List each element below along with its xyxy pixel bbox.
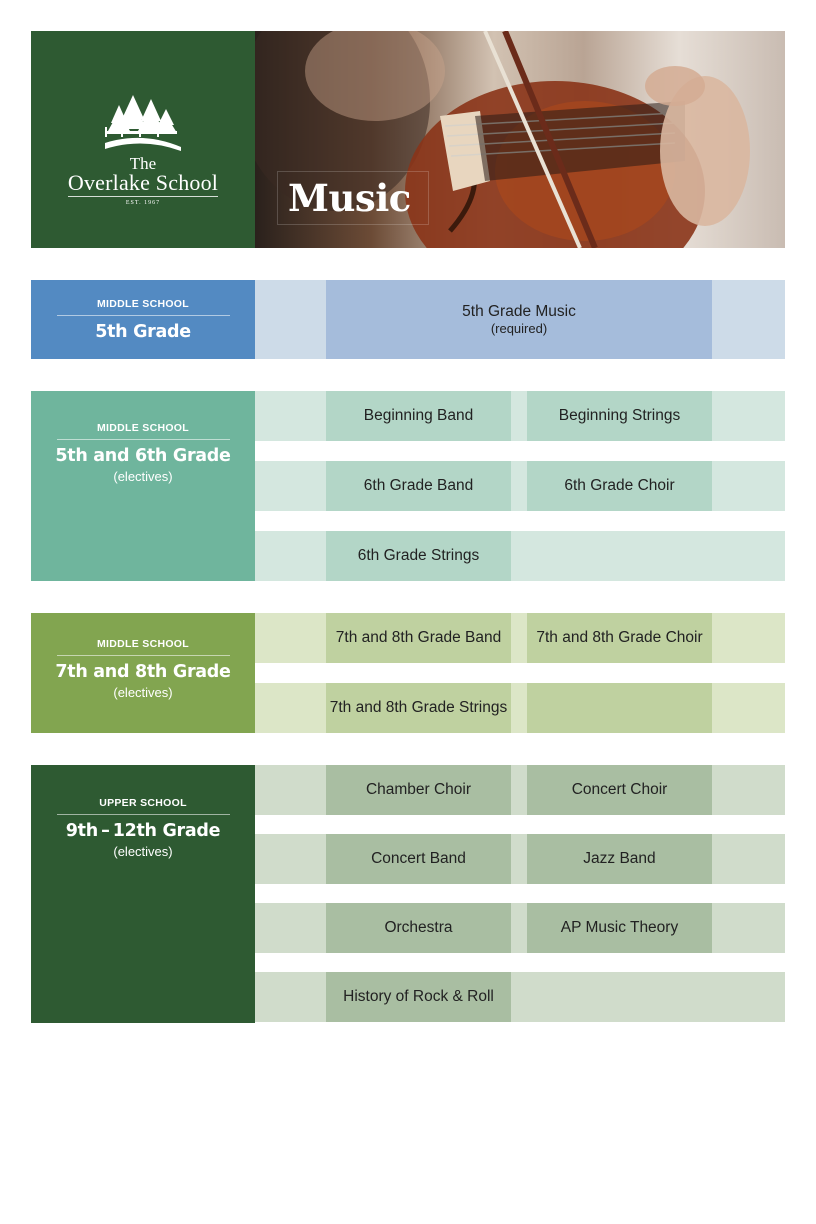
course-cell: Concert Band: [326, 834, 511, 884]
grade-label: 7th and 8th Grade: [55, 662, 231, 682]
tree-logo-icon: [103, 91, 183, 153]
course-row: [255, 683, 785, 733]
violin-photo: [255, 31, 785, 248]
course-cell: 6th Grade Strings: [326, 531, 511, 581]
course-row: [255, 613, 785, 663]
course-cell: Beginning Band: [326, 391, 511, 441]
course-note: (required): [490, 320, 548, 336]
course-cell: 7th and 8th Grade Band: [326, 613, 511, 663]
divider: [57, 814, 230, 815]
division-label: UPPER SCHOOL: [99, 797, 187, 809]
course-cell: 7th and 8th Grade Choir: [527, 613, 712, 663]
course-cell: Jazz Band: [527, 834, 712, 884]
grade-label: 5th Grade: [95, 321, 191, 342]
course-row: [255, 903, 785, 953]
section-5th-grade: [31, 280, 785, 359]
header-banner: [31, 31, 785, 248]
page-title: Music: [288, 176, 411, 220]
logo-est: EST. 1967: [125, 200, 161, 206]
electives-note: (electives): [113, 469, 173, 484]
course-title: 5th Grade Music: [462, 302, 576, 320]
division-label: MIDDLE SCHOOL: [97, 422, 189, 434]
course-cell: 6th Grade Choir: [527, 461, 712, 511]
course-cell: 7th and 8th Grade Strings: [326, 683, 511, 733]
division-label: MIDDLE SCHOOL: [97, 297, 189, 310]
section-label: [31, 391, 255, 581]
section-9th-12th-grade: [31, 765, 785, 1023]
course-5th-grade-music: [326, 280, 712, 359]
section-label: [31, 765, 255, 1023]
course-cell: Chamber Choir: [326, 765, 511, 815]
section-7th-8th-grade: [31, 613, 785, 733]
course-cell: 6th Grade Band: [326, 461, 511, 511]
section-5th-6th-grade: [31, 391, 785, 581]
divider: [57, 315, 230, 316]
school-logo: [31, 31, 255, 248]
grade-label: 5th and 6th Grade: [55, 446, 231, 466]
course-cell: AP Music Theory: [527, 903, 712, 953]
section-label: [31, 613, 255, 733]
course-row: [255, 531, 785, 581]
course-cell: Orchestra: [326, 903, 511, 953]
course-row: [255, 834, 785, 884]
logo-text-the: The: [129, 154, 157, 173]
course-row: [255, 972, 785, 1022]
section-label: [31, 280, 255, 359]
course-row: [255, 765, 785, 815]
electives-note: (electives): [113, 685, 173, 700]
course-row: [255, 280, 785, 359]
course-cell: Concert Choir: [527, 765, 712, 815]
division-label: MIDDLE SCHOOL: [97, 638, 189, 650]
empty-cell: [527, 683, 712, 733]
grade-label: 9th – 12th Grade: [65, 821, 221, 841]
logo-text-school: Overlake School: [67, 170, 219, 195]
course-row: [255, 391, 785, 441]
course-row: [255, 461, 785, 511]
divider: [57, 655, 230, 656]
course-cell: History of Rock & Roll: [326, 972, 511, 1022]
divider: [57, 439, 230, 440]
course-cell: Beginning Strings: [527, 391, 712, 441]
electives-note: (electives): [113, 844, 173, 859]
